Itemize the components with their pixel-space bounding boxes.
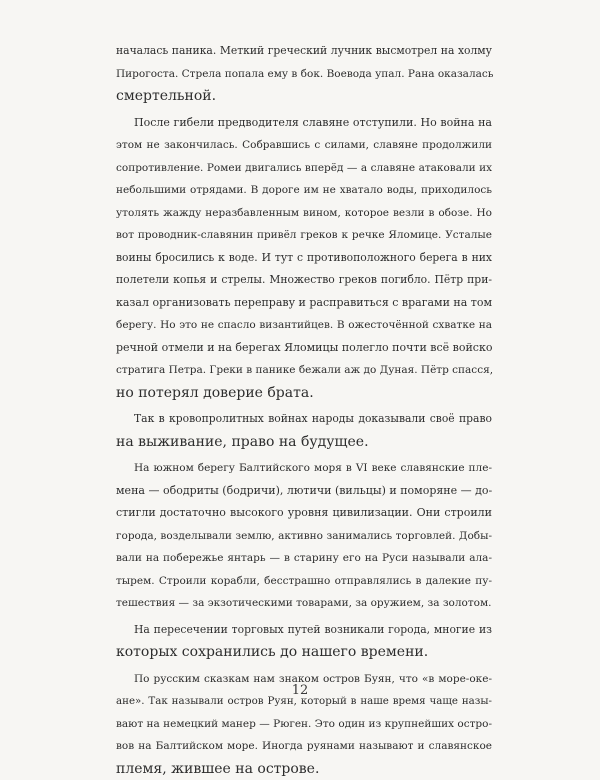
- text-line: тешествия — за экзотическими товарами, за оружием, за золотом.: [116, 592, 492, 615]
- paragraph: [116, 619, 492, 664]
- paragraph: [116, 40, 492, 108]
- paragraph: [116, 457, 492, 615]
- text-line: племя, жившее на острове.: [116, 758, 492, 780]
- text-line: города, возделывали землю, активно занимались торговлей. Добы-: [116, 525, 492, 548]
- text-line: утолять жажду неразбавленным вином, которое везли в обозе. Но: [116, 202, 492, 225]
- paragraph: [116, 408, 492, 453]
- text-line: стигли достаточно высокого уровня цивилизации. Они строили: [116, 502, 492, 525]
- text-line: речной отмели и на берегах Яломицы полегло почти всё войско: [116, 337, 492, 360]
- text-line: казал организовать переправу и расправиться с врагами на том: [116, 292, 492, 315]
- text-line: После гибели предводителя славяне отступили. Но война на: [116, 112, 492, 135]
- text-line: На южном берегу Балтийского моря в VI веке славянские пле-: [116, 457, 492, 480]
- text-line: тырем. Строили корабли, бесстрашно отправлялись в далекие пу-: [116, 570, 492, 593]
- text-line: стратига Петра. Греки в панике бежали аж до Дуная. Пётр спасся,: [116, 359, 492, 382]
- text-line: берегу. Но это не спасло византийцев. В ожесточённой схватке на: [116, 314, 492, 337]
- page-number: 12: [0, 683, 600, 698]
- text-line: сопротивление. Ромеи двигались вперёд — а славяне атаковали их: [116, 157, 492, 180]
- text-line: этом не закончилась. Собравшись с силами, славяне продолжили: [116, 134, 492, 157]
- text-line: началась паника. Меткий греческий лучник высмотрел на холму: [116, 40, 492, 63]
- page-body: [116, 40, 492, 780]
- text-line: небольшими отрядами. В дороге им не хватало воды, приходилось: [116, 179, 492, 202]
- text-line: вот проводник-славянин привёл греков к речке Яломице. Усталые: [116, 224, 492, 247]
- text-line: На пересечении торговых путей возникали города, многие из: [116, 619, 492, 642]
- text-line: полетели копья и стрелы. Множество греков погибло. Пётр при-: [116, 269, 492, 292]
- text-line: но потерял доверие брата.: [116, 382, 492, 405]
- text-line: вали на побережье янтарь — в старину его на Руси называли ала-: [116, 547, 492, 570]
- text-line: Пирогоста. Стрела попала ему в бок. Воевода упал. Рана оказалась: [116, 63, 492, 86]
- text-line: смертельной.: [116, 85, 492, 108]
- text-line: вают на немецкий манер — Рюген. Это один из крупнейших остро-: [116, 713, 492, 736]
- paragraph: [116, 112, 492, 405]
- text-line: которых сохранились до нашего времени.: [116, 641, 492, 664]
- text-line: По русским сказкам нам знаком остров Буян, что «в море-оке-: [116, 668, 492, 691]
- text-line: ане». Так называли остров Руян, который в наше время чаще назы-: [116, 690, 492, 713]
- text-line: воины бросились к воде. И тут с противоположного берега в них: [116, 247, 492, 270]
- text-line: мена — ободриты (бодричи), лютичи (вильцы) и поморяне — до-: [116, 480, 492, 503]
- text-line: вов на Балтийском море. Иногда руянами называют и славянское: [116, 735, 492, 758]
- text-line: на выживание, право на будущее.: [116, 431, 492, 454]
- text-line: Так в кровопролитных войнах народы доказывали своё право: [116, 408, 492, 431]
